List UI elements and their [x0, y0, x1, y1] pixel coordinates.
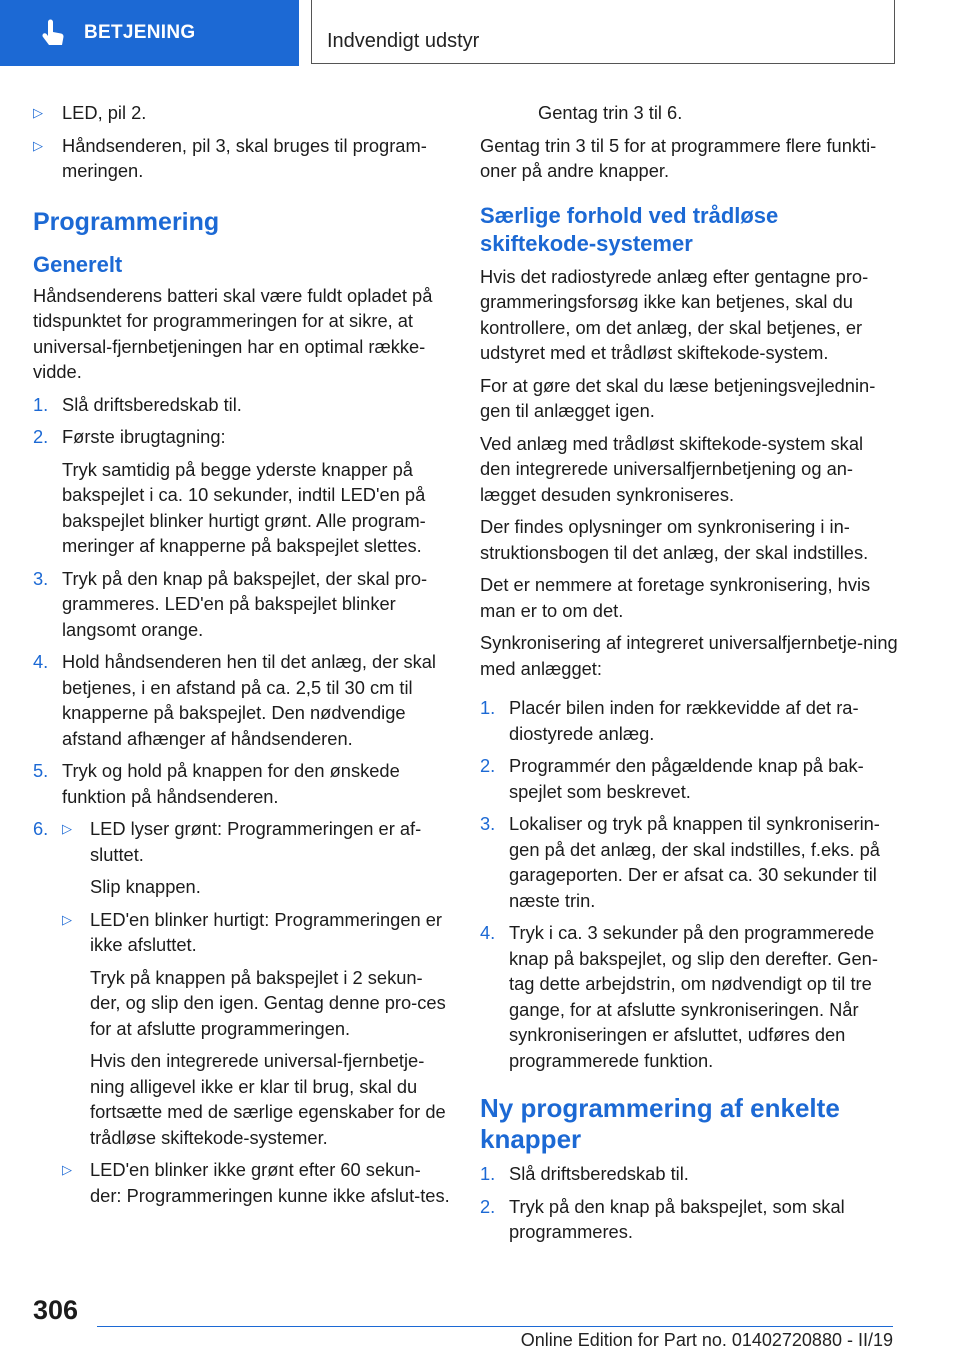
list-item [33, 100, 451, 126]
step-number: 2. [480, 1195, 496, 1217]
nested-item-text: LED lyser grønt: Programmeringen er af-sluttet. [90, 818, 422, 865]
hand-pointer-icon [36, 16, 70, 50]
paragraph: Gentag trin 3 til 5 for at programmere flere funkti-oner på andre knapper. [480, 134, 877, 181]
paragraph: Ved anlæg med trådløst skiftekode-system skal den integrerede universalfjernbetjening og an-lægget desuden synkroniseres. [480, 432, 864, 505]
chapter-tab [311, 0, 895, 64]
step-number: 2. [33, 426, 49, 447]
step-item [480, 753, 898, 804]
triangle-bullet-icon: ▷ [62, 1162, 72, 1177]
paragraph: Håndsenderens batteri skal være fuldt opladet på tidspunktet for programmeringen for at sikre, at universal-fjernbetjeningen har en optimal række-vidde. [33, 284, 433, 382]
nested-subtext: Slip knappen. [90, 876, 201, 897]
paragraph: Hvis det radiostyrede anlæg efter gentagne pro-grammeringsforsøg ikke kan betjenes, skal du kontrollere, om det anlæg, der skal betjenes, er udstyret med et trådløst skiftekode-system. [480, 265, 869, 363]
nested-item [62, 907, 451, 1151]
nested-list [62, 816, 451, 1208]
nested-item-text: LED'en blinker ikke grønt efter 60 sekun-der: Programmeringen kunne ikke afslut-tes. [90, 1159, 450, 1206]
step-item [480, 1194, 898, 1245]
step-number: 1. [480, 697, 496, 718]
step-number: 3. [33, 567, 49, 589]
paragraph: Der findes oplysninger om synkronisering i in-struktionsbogen til det anlæg, der skal indstilles. [480, 516, 869, 563]
paragraph: Synkronisering af integreret universalfjernbetje-ning med anlægget: [480, 632, 898, 679]
left-column [33, 100, 451, 1215]
step-item [33, 649, 451, 751]
step-item [480, 695, 898, 746]
step-number: 1. [480, 1163, 496, 1184]
step-number: 3. [480, 813, 496, 834]
step-number: 4. [33, 651, 49, 672]
step-item [480, 1161, 898, 1187]
paragraph: Det er nemmere at foretage synkronisering, hvis man er to om det. [480, 574, 871, 621]
nested-item [62, 816, 451, 900]
subsection-heading: Generelt [33, 251, 123, 277]
step-number: 5. [33, 760, 49, 781]
list-item [33, 133, 451, 184]
nested-item [62, 1157, 451, 1208]
step-item [33, 424, 451, 559]
section-heading: Ny programmering af enkelte knapper [480, 1093, 840, 1154]
step-text: Programmér den pågældende knap på bak-spejlet som beskrevet. [509, 755, 864, 802]
nested-subtext: Hvis den integrerede universal-fjernbetje-ning alligevel ikke er klar til brug, skal du fortsætte med de særlige egenskaber for de trådløse skiftekode-systemer. [90, 1050, 446, 1148]
footer-divider [97, 1326, 893, 1327]
step-number: 2. [480, 755, 496, 776]
step-text: Slå driftsberedskab til. [509, 1163, 689, 1184]
step-text: Tryk og hold på knappen for den ønskede funktion på håndsenderen. [62, 760, 400, 807]
triangle-bullet-icon: ▷ [33, 137, 43, 153]
step-item [33, 566, 451, 643]
page-number: 306 [33, 1295, 79, 1325]
step-text: Hold håndsenderen hen til det anlæg, der skal betjenes, i en afstand på ca. 2,5 til 30 cm til knapperne på bakspejlet. Den nødvendige afstand afhænger af håndsenderen. [62, 651, 436, 749]
step-text: Første ibrugtagning: [62, 426, 226, 447]
step-text: Tryk på den knap på bakspejlet, som skal programmeres. [509, 1195, 845, 1242]
triangle-bullet-icon: ▷ [62, 821, 72, 836]
step-number: 6. [33, 818, 49, 839]
chapter-label: Indvendigt udstyr [327, 30, 480, 52]
step-item [480, 920, 898, 1073]
section-label: BETJENING [84, 22, 196, 43]
footer-edition: Online Edition for Part no. 01402720880 - II/19 [520, 1330, 893, 1350]
step-item [33, 816, 451, 1208]
triangle-bullet-icon: ▷ [62, 911, 72, 927]
step-text: Tryk på den knap på bakspejlet, der skal pro-grammeres. LED'en på bakspejlet blinker langsomt orange. [62, 567, 428, 640]
section-heading: Særlige forhold ved trådløse skiftekode-systemer [480, 202, 779, 256]
step-text: Tryk i ca. 3 sekunder på den programmerede knap på bakspejlet, og slip den derefter. Gen-tag dette arbejdstrin, om nødvendigt op til tre gange, for at afslutte synkroniseringen. Når synkroniseringen er afsluttet, udføres den programmerede funktion. [509, 922, 878, 1071]
step-number: 1. [33, 393, 49, 415]
section-tab[interactable] [0, 0, 299, 66]
nested-item-text: LED'en blinker hurtigt: Programmeringen er ikke afsluttet. [90, 908, 443, 955]
section-heading: Programmering [33, 207, 220, 236]
step-text: Slå driftsberedskab til. [62, 393, 242, 415]
step-item [480, 811, 898, 913]
page-header [0, 0, 960, 66]
step-text: Placér bilen inden for rækkevidde af det ra-diostyrede anlæg. [509, 697, 859, 744]
step-subtext: Tryk samtidig på begge yderste knapper på bakspejlet i ca. 10 sekunder, indtil LED'en på bakspejlet blinker hurtigt grønt. Alle program-meringer af knapperne på bakspejlet slettes. [62, 458, 426, 556]
step-item [33, 758, 451, 809]
list-item-text: Håndsenderen, pil 3, skal bruges til program-meringen. [62, 134, 427, 181]
continued-subtext: Gentag trin 3 til 6. [538, 102, 683, 123]
step-item [33, 392, 451, 418]
step-number: 4. [480, 922, 496, 943]
right-column [480, 100, 898, 1252]
step-text: Lokaliser og tryk på knappen til synkroniserin-gen på det anlæg, der skal indstilles, f.eks. på garageporten. Der er afsat ca. 30 sekunder til næste trin. [509, 813, 880, 911]
list-item-text: LED, pil 2. [62, 102, 147, 123]
paragraph: For at gøre det skal du læse betjeningsvejlednin-gen til anlægget igen. [480, 374, 876, 421]
triangle-bullet-icon: ▷ [33, 105, 43, 120]
nested-subtext: Tryk på knappen på bakspejlet i 2 sekun-der, og slip den igen. Gentag denne pro-ces for at afslutte programmeringen. [90, 966, 446, 1039]
